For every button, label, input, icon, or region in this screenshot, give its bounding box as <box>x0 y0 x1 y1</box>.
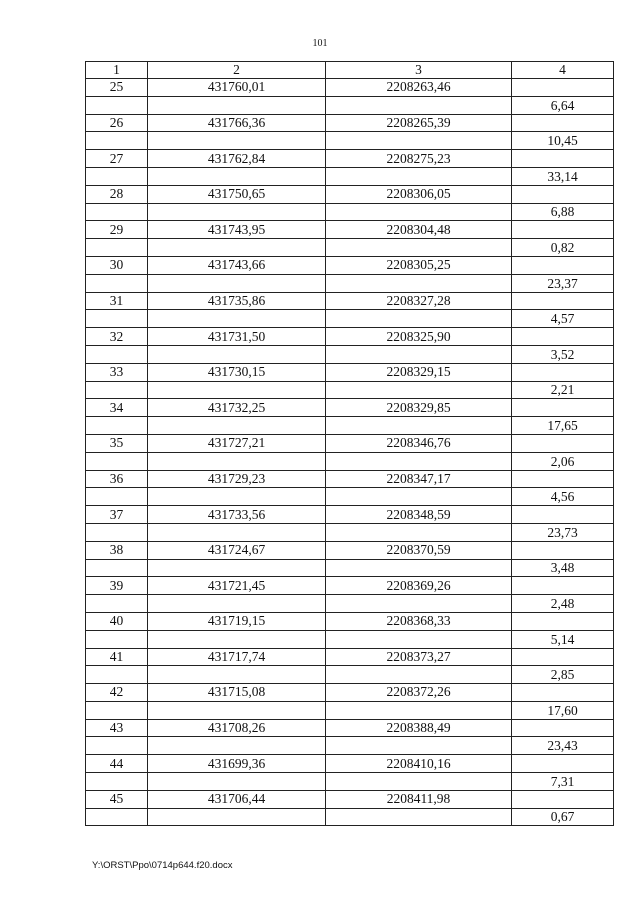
empty-cell <box>86 203 148 221</box>
empty-cell <box>512 363 614 381</box>
coord-x: 431766,36 <box>148 114 326 132</box>
point-row <box>86 185 614 203</box>
empty-cell <box>512 399 614 417</box>
coord-y: 2208348,59 <box>326 506 512 524</box>
coord-y: 2208327,28 <box>326 292 512 310</box>
empty-cell <box>148 203 326 221</box>
empty-cell <box>326 381 512 399</box>
coord-x: 431715,08 <box>148 684 326 702</box>
coord-x: 431760,01 <box>148 79 326 97</box>
point-number: 34 <box>86 399 148 417</box>
distance-value: 6,64 <box>512 96 614 114</box>
empty-cell <box>148 452 326 470</box>
distance-value: 4,56 <box>512 488 614 506</box>
empty-cell <box>148 630 326 648</box>
empty-cell <box>148 381 326 399</box>
coord-x: 431717,74 <box>148 648 326 666</box>
coordinates-table <box>85 61 614 826</box>
empty-cell <box>326 345 512 363</box>
point-number: 38 <box>86 541 148 559</box>
distance-row <box>86 417 614 435</box>
empty-cell <box>512 114 614 132</box>
empty-cell <box>148 773 326 791</box>
coord-y: 2208368,33 <box>326 612 512 630</box>
point-row <box>86 114 614 132</box>
coord-y: 2208329,85 <box>326 399 512 417</box>
coord-x: 431750,65 <box>148 185 326 203</box>
point-row <box>86 612 614 630</box>
empty-cell <box>512 719 614 737</box>
empty-cell <box>148 808 326 826</box>
coord-x: 431727,21 <box>148 434 326 452</box>
coord-y: 2208265,39 <box>326 114 512 132</box>
point-number: 33 <box>86 363 148 381</box>
empty-cell <box>512 470 614 488</box>
coord-y: 2208369,26 <box>326 577 512 595</box>
distance-value: 10,45 <box>512 132 614 150</box>
coord-x: 431735,86 <box>148 292 326 310</box>
coord-y: 2208410,16 <box>326 755 512 773</box>
point-number: 40 <box>86 612 148 630</box>
empty-cell <box>148 274 326 292</box>
empty-cell <box>512 328 614 346</box>
header-col-2: 2 <box>148 62 326 79</box>
distance-row <box>86 345 614 363</box>
empty-cell <box>326 808 512 826</box>
distance-value: 0,67 <box>512 808 614 826</box>
empty-cell <box>512 684 614 702</box>
coord-y: 2208263,46 <box>326 79 512 97</box>
distance-row <box>86 808 614 826</box>
table-header-row <box>86 62 614 79</box>
empty-cell <box>148 417 326 435</box>
distance-value: 2,85 <box>512 666 614 684</box>
point-row <box>86 292 614 310</box>
distance-value: 3,48 <box>512 559 614 577</box>
empty-cell <box>86 666 148 684</box>
distance-value: 2,48 <box>512 595 614 613</box>
point-row <box>86 684 614 702</box>
point-row <box>86 790 614 808</box>
distance-row <box>86 452 614 470</box>
distance-row <box>86 630 614 648</box>
distance-value: 4,57 <box>512 310 614 328</box>
coord-y: 2208411,98 <box>326 790 512 808</box>
empty-cell <box>512 292 614 310</box>
empty-cell <box>86 630 148 648</box>
empty-cell <box>326 167 512 185</box>
point-row <box>86 363 614 381</box>
distance-value: 2,06 <box>512 452 614 470</box>
empty-cell <box>512 790 614 808</box>
distance-value: 17,60 <box>512 701 614 719</box>
point-row <box>86 221 614 239</box>
distance-row <box>86 96 614 114</box>
empty-cell <box>512 221 614 239</box>
coord-y: 2208304,48 <box>326 221 512 239</box>
point-number: 28 <box>86 185 148 203</box>
empty-cell <box>148 666 326 684</box>
coord-y: 2208305,25 <box>326 256 512 274</box>
distance-row <box>86 274 614 292</box>
empty-cell <box>86 381 148 399</box>
empty-cell <box>512 577 614 595</box>
point-number: 26 <box>86 114 148 132</box>
empty-cell <box>86 773 148 791</box>
distance-row <box>86 381 614 399</box>
distance-row <box>86 559 614 577</box>
point-row <box>86 506 614 524</box>
distance-row <box>86 737 614 755</box>
distance-row <box>86 523 614 541</box>
distance-row <box>86 167 614 185</box>
point-row <box>86 648 614 666</box>
empty-cell <box>148 523 326 541</box>
distance-value: 23,43 <box>512 737 614 755</box>
coord-x: 431733,56 <box>148 506 326 524</box>
coord-y: 2208347,17 <box>326 470 512 488</box>
empty-cell <box>86 274 148 292</box>
coord-y: 2208329,15 <box>326 363 512 381</box>
coord-x: 431721,45 <box>148 577 326 595</box>
distance-row <box>86 239 614 257</box>
empty-cell <box>326 274 512 292</box>
empty-cell <box>326 310 512 328</box>
point-row <box>86 719 614 737</box>
empty-cell <box>86 808 148 826</box>
empty-cell <box>148 345 326 363</box>
point-number: 41 <box>86 648 148 666</box>
empty-cell <box>326 523 512 541</box>
point-number: 29 <box>86 221 148 239</box>
coord-y: 2208373,27 <box>326 648 512 666</box>
coord-y: 2208388,49 <box>326 719 512 737</box>
empty-cell <box>326 773 512 791</box>
empty-cell <box>512 434 614 452</box>
empty-cell <box>86 96 148 114</box>
empty-cell <box>326 630 512 648</box>
distance-row <box>86 488 614 506</box>
empty-cell <box>148 167 326 185</box>
distance-value: 33,14 <box>512 167 614 185</box>
empty-cell <box>512 541 614 559</box>
distance-value: 2,21 <box>512 381 614 399</box>
distance-value: 6,88 <box>512 203 614 221</box>
point-number: 42 <box>86 684 148 702</box>
coord-x: 431729,23 <box>148 470 326 488</box>
empty-cell <box>86 167 148 185</box>
empty-cell <box>326 203 512 221</box>
empty-cell <box>512 150 614 168</box>
empty-cell <box>86 595 148 613</box>
empty-cell <box>148 310 326 328</box>
empty-cell <box>326 488 512 506</box>
empty-cell <box>148 132 326 150</box>
coord-y: 2208306,05 <box>326 185 512 203</box>
empty-cell <box>86 523 148 541</box>
empty-cell <box>326 737 512 755</box>
distance-value: 7,31 <box>512 773 614 791</box>
coord-x: 431762,84 <box>148 150 326 168</box>
point-number: 44 <box>86 755 148 773</box>
empty-cell <box>148 488 326 506</box>
point-row <box>86 399 614 417</box>
empty-cell <box>86 737 148 755</box>
distance-row <box>86 132 614 150</box>
coord-x: 431706,44 <box>148 790 326 808</box>
point-row <box>86 541 614 559</box>
file-path-footer: Y:\ORST\Ppo\0714p644.f20.docx <box>92 860 233 871</box>
point-number: 25 <box>86 79 148 97</box>
point-number: 36 <box>86 470 148 488</box>
coord-x: 431724,67 <box>148 541 326 559</box>
empty-cell <box>148 96 326 114</box>
distance-row <box>86 666 614 684</box>
coord-y: 2208325,90 <box>326 328 512 346</box>
empty-cell <box>326 417 512 435</box>
empty-cell <box>326 96 512 114</box>
empty-cell <box>512 256 614 274</box>
point-row <box>86 755 614 773</box>
coord-y: 2208346,76 <box>326 434 512 452</box>
empty-cell <box>326 452 512 470</box>
coord-x: 431731,50 <box>148 328 326 346</box>
point-number: 39 <box>86 577 148 595</box>
distance-value: 0,82 <box>512 239 614 257</box>
table-body <box>86 79 614 826</box>
point-row <box>86 328 614 346</box>
empty-cell <box>86 345 148 363</box>
point-number: 30 <box>86 256 148 274</box>
empty-cell <box>326 239 512 257</box>
point-number: 35 <box>86 434 148 452</box>
empty-cell <box>86 452 148 470</box>
point-number: 37 <box>86 506 148 524</box>
distance-row <box>86 595 614 613</box>
point-row <box>86 434 614 452</box>
distance-value: 5,14 <box>512 630 614 648</box>
empty-cell <box>148 737 326 755</box>
point-number: 45 <box>86 790 148 808</box>
coord-x: 431699,36 <box>148 755 326 773</box>
empty-cell <box>86 559 148 577</box>
distance-value: 23,37 <box>512 274 614 292</box>
point-row <box>86 470 614 488</box>
point-row <box>86 79 614 97</box>
empty-cell <box>86 417 148 435</box>
coord-y: 2208275,23 <box>326 150 512 168</box>
empty-cell <box>326 132 512 150</box>
distance-row <box>86 203 614 221</box>
empty-cell <box>326 701 512 719</box>
coord-x: 431743,66 <box>148 256 326 274</box>
empty-cell <box>148 701 326 719</box>
point-row <box>86 577 614 595</box>
coord-x: 431743,95 <box>148 221 326 239</box>
empty-cell <box>512 185 614 203</box>
empty-cell <box>86 239 148 257</box>
header-col-4: 4 <box>512 62 614 79</box>
empty-cell <box>512 648 614 666</box>
point-number: 32 <box>86 328 148 346</box>
point-number: 31 <box>86 292 148 310</box>
point-row <box>86 150 614 168</box>
coord-x: 431708,26 <box>148 719 326 737</box>
header-col-1: 1 <box>86 62 148 79</box>
header-col-3: 3 <box>326 62 512 79</box>
distance-value: 3,52 <box>512 345 614 363</box>
empty-cell <box>148 239 326 257</box>
distance-value: 23,73 <box>512 523 614 541</box>
coord-y: 2208370,59 <box>326 541 512 559</box>
empty-cell <box>512 79 614 97</box>
coord-y: 2208372,26 <box>326 684 512 702</box>
point-number: 43 <box>86 719 148 737</box>
empty-cell <box>86 701 148 719</box>
coord-x: 431732,25 <box>148 399 326 417</box>
empty-cell <box>86 132 148 150</box>
empty-cell <box>86 310 148 328</box>
empty-cell <box>512 506 614 524</box>
distance-row <box>86 701 614 719</box>
distance-row <box>86 310 614 328</box>
empty-cell <box>326 559 512 577</box>
empty-cell <box>148 559 326 577</box>
empty-cell <box>148 595 326 613</box>
empty-cell <box>512 612 614 630</box>
coord-x: 431730,15 <box>148 363 326 381</box>
coord-x: 431719,15 <box>148 612 326 630</box>
empty-cell <box>86 488 148 506</box>
distance-row <box>86 773 614 791</box>
empty-cell <box>326 595 512 613</box>
point-row <box>86 256 614 274</box>
distance-value: 17,65 <box>512 417 614 435</box>
empty-cell <box>326 666 512 684</box>
point-number: 27 <box>86 150 148 168</box>
empty-cell <box>512 755 614 773</box>
page-number: 101 <box>312 38 328 49</box>
